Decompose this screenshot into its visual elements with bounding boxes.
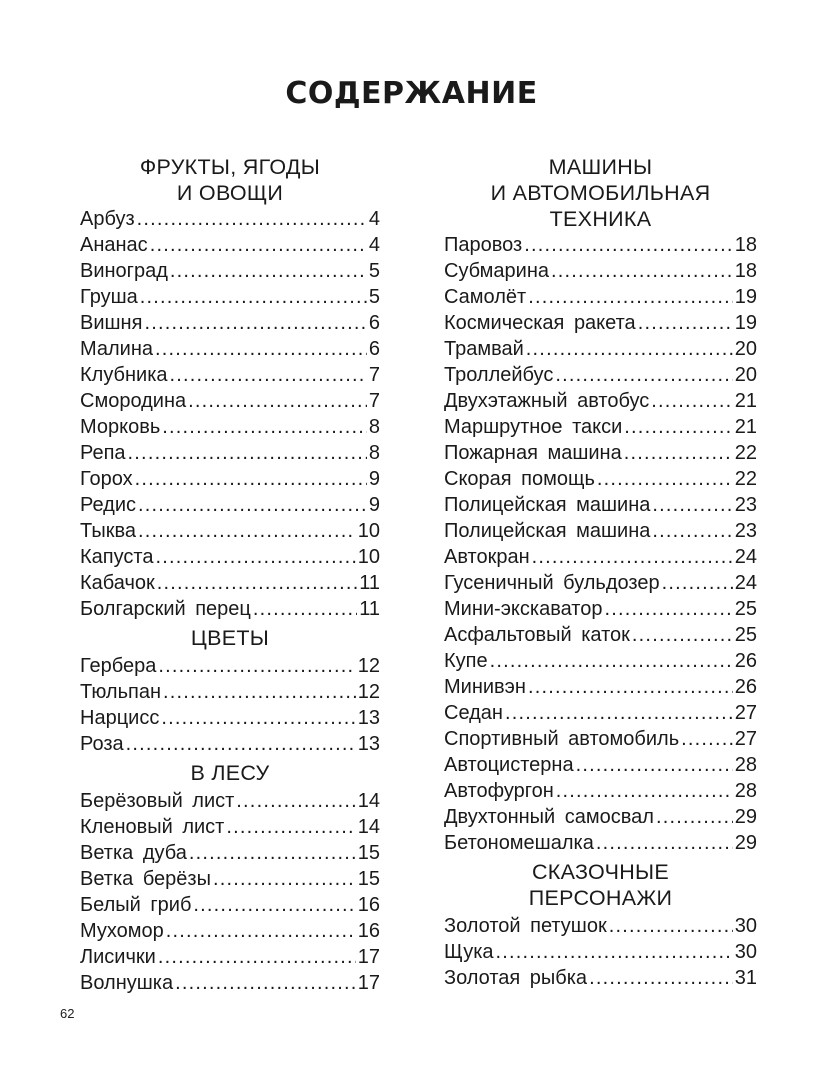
- toc-entry-title: Двухтонный самосвал: [444, 806, 654, 828]
- dot-leader: [632, 622, 733, 648]
- toc-entry-page: 16: [357, 894, 380, 916]
- toc-entry: [80, 284, 380, 310]
- dot-leader: [589, 965, 733, 991]
- toc-entry-title: Седан: [444, 702, 503, 724]
- toc-entry-page: 6: [368, 312, 380, 334]
- section-heading: [80, 760, 380, 786]
- toc-entry-title: Тюльпан: [80, 681, 161, 703]
- toc-entry-title: Гербера: [80, 655, 157, 677]
- toc-entry-page: 13: [357, 733, 380, 755]
- dot-leader: [193, 892, 355, 918]
- toc-entry: [444, 362, 757, 388]
- toc-entry-title: Ананас: [80, 234, 148, 256]
- toc-entry-page: 22: [734, 468, 757, 490]
- section-heading-line: И ОВОЩИ: [176, 181, 284, 205]
- toc-entry-title: Субмарина: [444, 260, 550, 282]
- dot-leader: [155, 544, 355, 570]
- toc-entry-title: Белый гриб: [80, 894, 192, 916]
- toc-entry: [80, 232, 380, 258]
- toc-entry: [80, 518, 380, 544]
- toc-entry: [444, 518, 757, 544]
- dot-leader: [155, 336, 367, 362]
- toc-entry-page: 10: [357, 520, 380, 542]
- toc-entry-page: 18: [734, 260, 757, 282]
- toc-entry-list: [444, 913, 757, 991]
- toc-entry-title: Спортивный автомобиль: [444, 728, 680, 750]
- toc-entry: [444, 648, 757, 674]
- toc-entry-title: Кабачок: [80, 572, 155, 594]
- dot-leader: [551, 258, 733, 284]
- toc-entry: [80, 918, 380, 944]
- toc-entry-page: 31: [734, 967, 757, 989]
- dot-leader: [638, 310, 733, 336]
- toc-entry-title: Бетономешалка: [444, 832, 594, 854]
- dot-leader: [170, 362, 367, 388]
- toc-entry-title: Репа: [80, 442, 126, 464]
- toc-entry-list: [444, 232, 757, 856]
- section-heading-line: В ЛЕСУ: [190, 761, 270, 785]
- toc-entry: [80, 705, 380, 731]
- toc-entry-title: Малина: [80, 338, 154, 360]
- toc-entry-title: Ветка дуба: [80, 842, 187, 864]
- toc-entry: [80, 731, 380, 757]
- toc-entry-page: 29: [734, 832, 757, 854]
- dot-leader: [596, 830, 733, 856]
- toc-entry: [444, 674, 757, 700]
- toc-entry: [444, 700, 757, 726]
- dot-leader: [236, 788, 355, 814]
- page-number: 62: [60, 1006, 75, 1021]
- toc-entry: [444, 778, 757, 804]
- toc-section: [444, 154, 757, 856]
- dot-leader: [137, 206, 367, 232]
- toc-entry-page: 4: [368, 234, 380, 256]
- dot-leader: [126, 731, 356, 757]
- section-heading-line: ПЕРСОНАЖИ: [528, 886, 673, 910]
- toc-entry-list: [80, 206, 380, 622]
- dot-leader: [576, 752, 733, 778]
- toc-entry-title: Гусеничный бульдозер: [444, 572, 660, 594]
- section-heading: [444, 859, 757, 911]
- toc-entry-title: Золотая рыбка: [444, 967, 588, 989]
- toc-entry-page: 28: [734, 780, 757, 802]
- toc-entry: [80, 544, 380, 570]
- toc-entry: [444, 804, 757, 830]
- toc-entry-page: 19: [734, 286, 757, 308]
- dot-leader: [175, 970, 356, 996]
- toc-entry: [444, 752, 757, 778]
- toc-entry-page: 17: [357, 946, 380, 968]
- toc-entry: [444, 284, 757, 310]
- toc-entry-title: Маршрутное такси: [444, 416, 623, 438]
- dot-leader: [528, 674, 733, 700]
- dot-leader: [652, 492, 732, 518]
- dot-leader: [162, 414, 367, 440]
- dot-leader: [138, 518, 356, 544]
- toc-entry-page: 14: [357, 790, 380, 812]
- toc-entry-title: Капуста: [80, 546, 154, 568]
- section-heading-line: МАШИНЫ: [548, 155, 653, 179]
- toc-entry: [80, 866, 380, 892]
- toc-right-column: [444, 154, 757, 991]
- toc-entry: [444, 466, 757, 492]
- toc-entry: [80, 840, 380, 866]
- toc-entry-page: 20: [734, 364, 757, 386]
- toc-entry-list: [80, 653, 380, 757]
- toc-entry-title: Двухэтажный автобус: [444, 390, 650, 412]
- page-title: СОДЕРЖАНИЕ: [285, 76, 538, 111]
- toc-entry-title: Скорая помощь: [444, 468, 595, 490]
- toc-entry-page: 7: [368, 364, 380, 386]
- toc-entry: [80, 414, 380, 440]
- toc-entry-page: 5: [368, 260, 380, 282]
- section-heading: [80, 625, 380, 651]
- toc-entry-page: 30: [734, 915, 757, 937]
- toc-entry-page: 25: [734, 598, 757, 620]
- dot-leader: [556, 778, 733, 804]
- toc-entry-title: Нарцисс: [80, 707, 160, 729]
- dot-leader: [138, 492, 367, 518]
- toc-entry: [444, 939, 757, 965]
- toc-entry-title: Минивэн: [444, 676, 526, 698]
- toc-entry: [444, 570, 757, 596]
- toc-entry-page: 30: [734, 941, 757, 963]
- dot-leader: [170, 258, 367, 284]
- toc-entry-page: 20: [734, 338, 757, 360]
- toc-entry-page: 9: [368, 468, 380, 490]
- toc-entry: [444, 258, 757, 284]
- toc-entry-title: Пожарная машина: [444, 442, 622, 464]
- toc-entry: [80, 492, 380, 518]
- section-heading-line: ТЕХНИКА: [549, 207, 652, 231]
- toc-entry-page: 9: [368, 494, 380, 516]
- toc-entry-title: Клубника: [80, 364, 168, 386]
- toc-entry-page: 25: [734, 624, 757, 646]
- toc-left-column: [80, 154, 380, 996]
- dot-leader: [213, 866, 356, 892]
- toc-entry: [444, 310, 757, 336]
- toc-entry-page: 26: [734, 650, 757, 672]
- dot-leader: [253, 596, 357, 622]
- toc-entry-title: Полицейская машина: [444, 494, 651, 516]
- dot-leader: [158, 944, 356, 970]
- toc-entry-title: Автоцистерна: [444, 754, 574, 776]
- dot-leader: [662, 570, 733, 596]
- toc-entry-title: Мухомор: [80, 920, 164, 942]
- toc-entry-title: Автофургон: [444, 780, 554, 802]
- toc-entry: [444, 544, 757, 570]
- toc-entry: [80, 788, 380, 814]
- toc-entry: [80, 596, 380, 622]
- toc-entry-page: 15: [357, 868, 380, 890]
- dot-leader: [524, 232, 733, 258]
- toc-entry-title: Роза: [80, 733, 124, 755]
- toc-entry: [80, 440, 380, 466]
- toc-entry-title: Редис: [80, 494, 136, 516]
- dot-leader: [652, 518, 732, 544]
- toc-entry: [444, 414, 757, 440]
- toc-entry: [80, 258, 380, 284]
- toc-entry-page: 5: [368, 286, 380, 308]
- toc-entry-title: Автокран: [444, 546, 530, 568]
- dot-leader: [144, 310, 366, 336]
- toc-entry: [444, 830, 757, 856]
- toc-entry-page: 8: [368, 442, 380, 464]
- toc-entry-title: Болгарский перец: [80, 598, 251, 620]
- toc-entry: [80, 388, 380, 414]
- toc-entry-page: 11: [359, 572, 380, 594]
- toc-entry-title: Асфальтовый каток: [444, 624, 630, 646]
- toc-entry: [80, 892, 380, 918]
- dot-leader: [597, 466, 733, 492]
- toc-entry-title: Золотой петушок: [444, 915, 607, 937]
- toc-entry-title: Мини-экскаватор: [444, 598, 603, 620]
- toc-section: [444, 859, 757, 991]
- dot-leader: [656, 804, 733, 830]
- toc-entry: [80, 336, 380, 362]
- dot-leader: [135, 466, 367, 492]
- toc-section: [80, 154, 380, 622]
- section-heading-line: ЦВЕТЫ: [190, 626, 270, 650]
- toc-entry-title: Вишня: [80, 312, 143, 334]
- toc-entry-page: 27: [734, 728, 757, 750]
- toc-entry: [444, 388, 757, 414]
- toc-entry: [444, 965, 757, 991]
- toc-entry-title: Космическая ракета: [444, 312, 636, 334]
- toc-entry-title: Виноград: [80, 260, 168, 282]
- toc-entry-page: 7: [368, 390, 380, 412]
- toc-entry-page: 11: [359, 598, 380, 620]
- dot-leader: [532, 544, 733, 570]
- toc-entry-title: Троллейбус: [444, 364, 554, 386]
- toc-entry-page: 10: [357, 546, 380, 568]
- toc-entry-list: [80, 788, 380, 996]
- toc-entry: [80, 570, 380, 596]
- toc-section: [80, 760, 380, 996]
- dot-leader: [189, 840, 356, 866]
- toc-entry-page: 4: [368, 208, 380, 230]
- dot-leader: [604, 596, 732, 622]
- dot-leader: [158, 653, 355, 679]
- dot-leader: [496, 939, 733, 965]
- toc-entry-page: 24: [734, 572, 757, 594]
- toc-entry-page: 8: [368, 416, 380, 438]
- toc-entry: [80, 944, 380, 970]
- toc-entry-page: 15: [357, 842, 380, 864]
- toc-entry-page: 17: [357, 972, 380, 994]
- dot-leader: [140, 284, 367, 310]
- toc-entry-title: Смородина: [80, 390, 187, 412]
- toc-entry-page: 13: [357, 707, 380, 729]
- toc-entry: [80, 814, 380, 840]
- toc-entry: [444, 622, 757, 648]
- dot-leader: [528, 284, 733, 310]
- dot-leader: [609, 913, 733, 939]
- toc-entry: [80, 653, 380, 679]
- toc-entry-title: Груша: [80, 286, 138, 308]
- toc-entry-title: Волнушка: [80, 972, 174, 994]
- toc-entry-title: Арбуз: [80, 208, 135, 230]
- toc-entry-page: 23: [734, 494, 757, 516]
- toc-entry-title: Горох: [80, 468, 133, 490]
- section-heading-line: СКАЗОЧНЫЕ: [531, 860, 670, 884]
- dot-leader: [226, 814, 355, 840]
- toc-entry: [80, 310, 380, 336]
- toc-entry: [444, 913, 757, 939]
- toc-entry-page: 14: [357, 816, 380, 838]
- section-heading-line: ФРУКТЫ, ЯГОДЫ: [139, 155, 321, 179]
- section-heading: [80, 154, 380, 206]
- toc-entry: [444, 596, 757, 622]
- toc-entry-page: 21: [734, 390, 757, 412]
- toc-entry-title: Ветка берёзы: [80, 868, 211, 890]
- toc-entry: [444, 492, 757, 518]
- toc-section: [80, 625, 380, 757]
- toc-entry-title: Берёзовый лист: [80, 790, 235, 812]
- dot-leader: [490, 648, 733, 674]
- section-heading-line: И АВТОМОБИЛЬНАЯ: [490, 181, 711, 205]
- toc-entry: [444, 336, 757, 362]
- toc-entry-page: 26: [734, 676, 757, 698]
- section-heading: [444, 154, 757, 232]
- toc-entry-title: Тыква: [80, 520, 136, 542]
- toc-entry: [80, 206, 380, 232]
- toc-entry-page: 29: [734, 806, 757, 828]
- toc-entry-title: Трамвай: [444, 338, 524, 360]
- dot-leader: [505, 700, 733, 726]
- toc-entry-page: 23: [734, 520, 757, 542]
- toc-entry-page: 6: [368, 338, 380, 360]
- dot-leader: [624, 414, 732, 440]
- toc-entry-title: Полицейская машина: [444, 520, 651, 542]
- toc-entry-page: 27: [734, 702, 757, 724]
- dot-leader: [166, 918, 356, 944]
- toc-entry-page: 18: [734, 234, 757, 256]
- toc-entry: [444, 440, 757, 466]
- dot-leader: [128, 440, 367, 466]
- dot-leader: [157, 570, 357, 596]
- dot-leader: [150, 232, 367, 258]
- toc-entry: [80, 679, 380, 705]
- toc-entry-page: 12: [357, 681, 380, 703]
- toc-entry-title: Купе: [444, 650, 488, 672]
- toc-entry: [80, 466, 380, 492]
- toc-entry-page: 21: [734, 416, 757, 438]
- dot-leader: [188, 388, 367, 414]
- toc-entry-page: 16: [357, 920, 380, 942]
- toc-entry: [80, 970, 380, 996]
- toc-entry: [80, 362, 380, 388]
- toc-entry-page: 22: [734, 442, 757, 464]
- toc-entry-page: 12: [357, 655, 380, 677]
- toc-entry-title: Щука: [444, 941, 494, 963]
- dot-leader: [681, 726, 733, 752]
- toc-entry-title: Лисички: [80, 946, 156, 968]
- toc-entry-title: Морковь: [80, 416, 161, 438]
- toc-entry-title: Самолёт: [444, 286, 527, 308]
- dot-leader: [163, 679, 356, 705]
- toc-entry-title: Паровоз: [444, 234, 523, 256]
- dot-leader: [526, 336, 733, 362]
- toc-entry: [444, 726, 757, 752]
- toc-entry-page: 24: [734, 546, 757, 568]
- dot-leader: [555, 362, 732, 388]
- dot-leader: [161, 705, 355, 731]
- dot-leader: [624, 440, 733, 466]
- toc-entry-title: Кленовый лист: [80, 816, 225, 838]
- dot-leader: [651, 388, 733, 414]
- toc-entry-page: 28: [734, 754, 757, 776]
- toc-entry-page: 19: [734, 312, 757, 334]
- toc-entry: [444, 232, 757, 258]
